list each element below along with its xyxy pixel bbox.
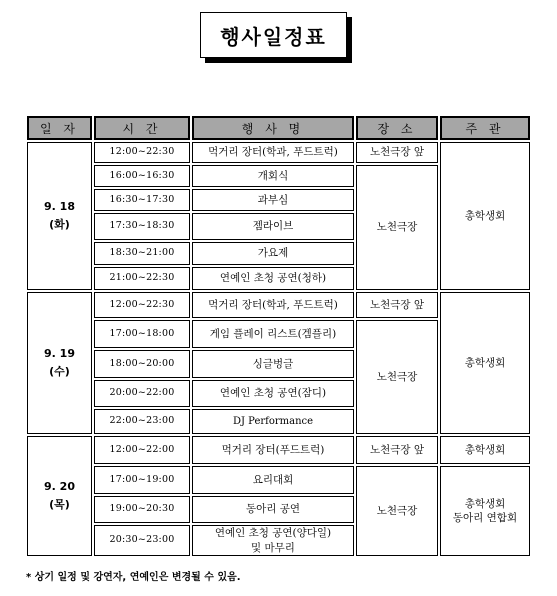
date-value: 9. 18 bbox=[44, 200, 75, 214]
time-cell: 17:30~18:30 bbox=[94, 213, 190, 240]
footnote: * 상기 일정 및 강연자, 연예인은 변경될 수 있음. bbox=[26, 572, 241, 583]
organizer-cell: 총학생회 bbox=[440, 142, 530, 290]
header-date: 일 자 bbox=[27, 116, 92, 140]
time-cell: 12:00~22:30 bbox=[94, 292, 190, 318]
time-cell: 18:00~20:00 bbox=[94, 350, 190, 378]
date-cell bbox=[27, 436, 92, 556]
date-weekday: (화) bbox=[49, 218, 70, 231]
event-cell: 먹거리 장터(푸드트럭) bbox=[192, 436, 354, 464]
event-cell bbox=[192, 525, 354, 556]
time-cell: 12:00~22:30 bbox=[94, 142, 190, 163]
time-cell: 22:00~23:00 bbox=[94, 409, 190, 434]
event-cell: 먹거리 장터(학과, 푸드트럭) bbox=[192, 142, 354, 163]
event-cell: 과부심 bbox=[192, 189, 354, 211]
event-line: 및 마무리 bbox=[251, 541, 295, 554]
date-value: 9. 19 bbox=[44, 347, 75, 361]
place-cell: 노천극장 앞 bbox=[356, 292, 438, 318]
organizer-cell: 총학생회 bbox=[440, 436, 530, 464]
time-cell: 12:00~22:00 bbox=[94, 436, 190, 464]
date-weekday: (수) bbox=[49, 365, 70, 378]
place-cell: 노천극장 bbox=[356, 320, 438, 434]
header-event: 행 사 명 bbox=[192, 116, 354, 140]
place-cell: 노천극장 bbox=[356, 466, 438, 556]
time-cell: 21:00~22:30 bbox=[94, 267, 190, 290]
header-place: 장 소 bbox=[356, 116, 438, 140]
organizer-line: 총학생회 bbox=[464, 497, 506, 510]
time-cell: 16:30~17:30 bbox=[94, 189, 190, 211]
place-cell: 노천극장 앞 bbox=[356, 436, 438, 464]
date-weekday: (목) bbox=[49, 498, 70, 511]
header-organizer: 주 관 bbox=[440, 116, 530, 140]
date-cell bbox=[27, 142, 92, 290]
date-value: 9. 20 bbox=[44, 480, 75, 494]
event-cell: 연예인 초청 공연(잠디) bbox=[192, 380, 354, 407]
time-cell: 17:00~19:00 bbox=[94, 466, 190, 494]
event-cell: DJ Performance bbox=[192, 409, 354, 434]
event-cell: 연예인 초청 공연(청하) bbox=[192, 267, 354, 290]
event-cell: 싱글벙글 bbox=[192, 350, 354, 378]
header-time: 시 간 bbox=[94, 116, 190, 140]
page-title: 행사일정표 bbox=[200, 12, 347, 58]
event-cell: 요리대회 bbox=[192, 466, 354, 494]
event-cell: 개회식 bbox=[192, 165, 354, 187]
time-cell: 16:00~16:30 bbox=[94, 165, 190, 187]
time-cell: 17:00~18:00 bbox=[94, 320, 190, 348]
event-cell: 먹거리 장터(학과, 푸드트럭) bbox=[192, 292, 354, 318]
event-cell: 가요제 bbox=[192, 242, 354, 265]
time-cell: 20:30~23:00 bbox=[94, 525, 190, 556]
time-cell: 20:00~22:00 bbox=[94, 380, 190, 407]
event-cell: 젬라이브 bbox=[192, 213, 354, 240]
date-cell bbox=[27, 292, 92, 434]
event-cell: 동아리 공연 bbox=[192, 496, 354, 523]
place-cell: 노천극장 앞 bbox=[356, 142, 438, 163]
event-line: 연예인 초청 공연(양다일) bbox=[214, 527, 332, 540]
organizer-line: 동아리 연합회 bbox=[452, 512, 518, 524]
organizer-cell: 총학생회 bbox=[440, 292, 530, 434]
organizer-cell bbox=[440, 466, 530, 556]
time-cell: 19:00~20:30 bbox=[94, 496, 190, 523]
event-cell: 게임 플레이 리스트(겜플리) bbox=[192, 320, 354, 348]
time-cell: 18:30~21:00 bbox=[94, 242, 190, 265]
place-cell: 노천극장 bbox=[356, 165, 438, 290]
